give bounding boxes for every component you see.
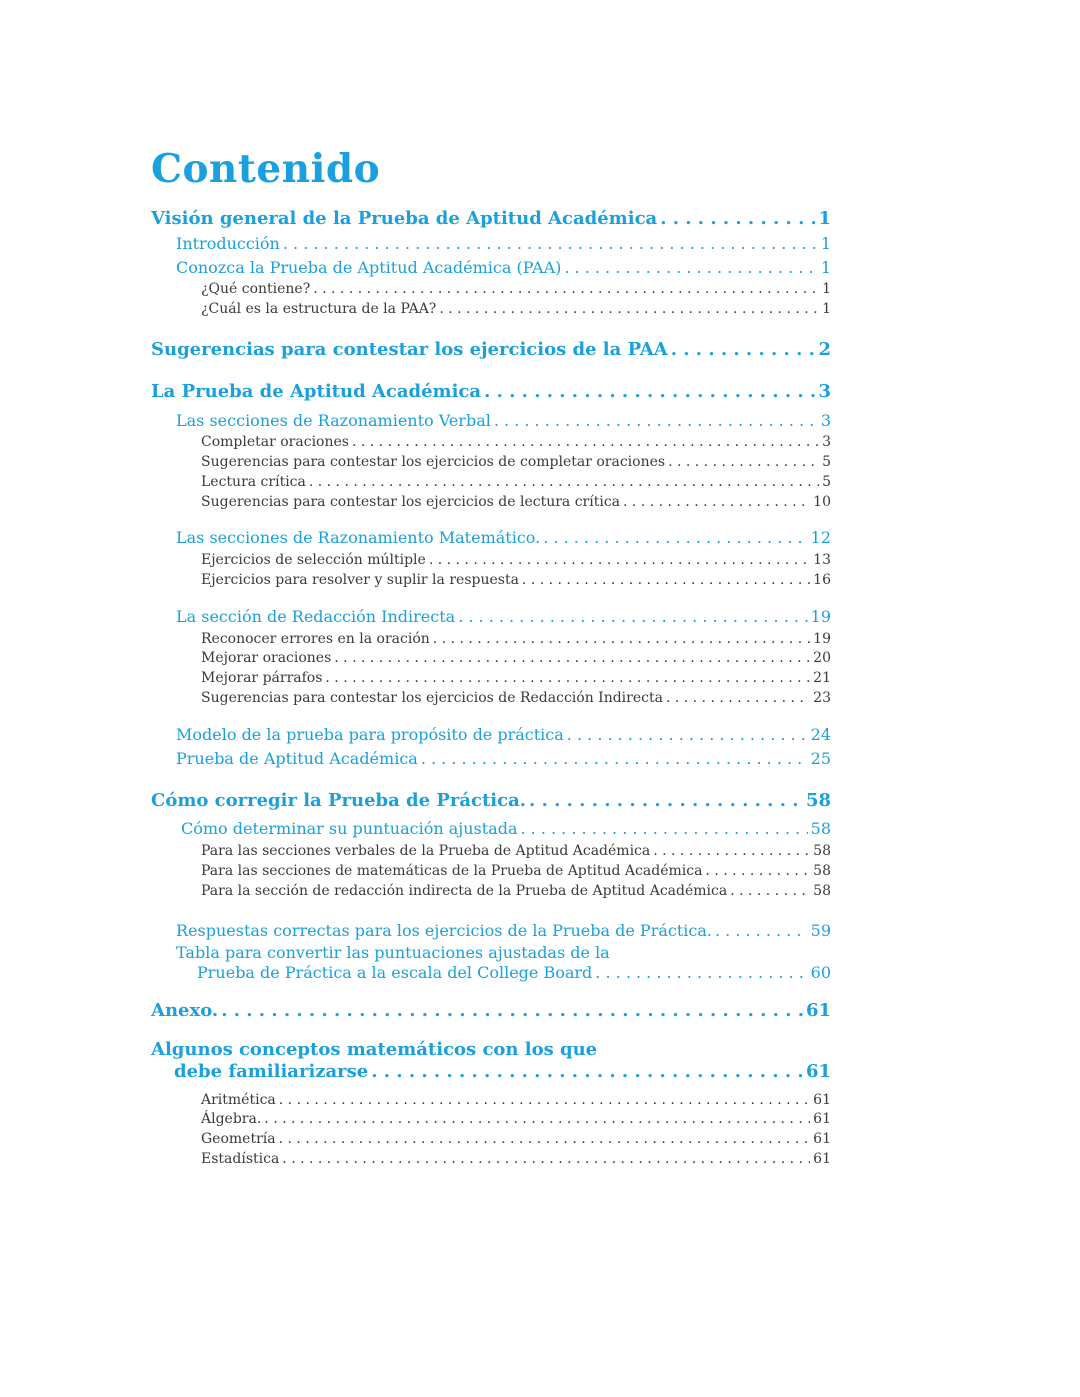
toc-page-number: 60: [810, 962, 831, 982]
toc-entry-label: Prueba de Aptitud Académica: [176, 749, 418, 769]
toc-page-number: 19: [813, 630, 831, 647]
toc-entry-label-line1: Tabla para convertir las puntuaciones ajustadas de la: [176, 942, 610, 962]
toc-page-number: 58: [813, 882, 831, 899]
toc-entry-label: Modelo de la prueba para propósito de práctica: [176, 725, 564, 745]
toc-entry-label: Las secciones de Razonamiento Matemático.: [176, 528, 541, 548]
toc-entry-label: Prueba de Práctica a la escala del College Board: [197, 962, 593, 982]
toc-entry: [151, 208, 831, 230]
toc-page-number: 61: [805, 999, 831, 1021]
toc-entry-label: Para las secciones verbales de la Prueba de Aptitud Académica: [201, 843, 651, 860]
toc-entry: [151, 493, 831, 513]
toc-entry-label: Respuestas correctas para los ejercicios de la Prueba de Práctica.: [176, 920, 712, 940]
toc-page-number: 10: [813, 493, 831, 510]
toc-entry: [151, 300, 831, 320]
toc-entry: [151, 551, 831, 571]
toc-entry: [151, 630, 831, 650]
toc-page-number: 58: [813, 843, 831, 860]
toc-entry-label: Cómo corregir la Prueba de Práctica.: [151, 790, 527, 812]
toc-entry-label: Sugerencias para contestar los ejercicios de la PAA: [151, 339, 668, 361]
toc-entry: [151, 232, 831, 256]
toc-page-number: 5: [822, 454, 831, 471]
toc-page-number: 2: [818, 339, 831, 361]
toc-page-number: 59: [810, 920, 831, 940]
toc-page-number: 5: [822, 473, 831, 490]
toc-page-number: 12: [810, 528, 831, 548]
toc-page-number: 58: [813, 863, 831, 880]
toc-entry: [151, 723, 831, 747]
toc-page-number: 20: [813, 650, 831, 667]
toc-entry: [151, 1150, 831, 1170]
toc-entry-label: Mejorar párrafos: [201, 670, 323, 687]
toc-page-number: 3: [820, 411, 831, 431]
toc-page-number: 3: [818, 381, 831, 403]
toc-entry: [151, 409, 831, 433]
toc-entry: [151, 1130, 831, 1150]
toc-entry: [151, 790, 831, 812]
toc-entry-label: Sugerencias para contestar los ejercicios de Redacción Indirecta: [201, 689, 663, 706]
toc-entry-label: Completar oraciones: [201, 434, 349, 451]
toc-entry-label: Visión general de la Prueba de Aptitud Académica: [151, 208, 658, 229]
toc-entry: [151, 339, 831, 361]
toc-entry: [151, 919, 831, 943]
toc-page-number: 1: [818, 208, 831, 229]
toc-entry: [151, 1110, 831, 1130]
toc-entry-label: Sugerencias para contestar los ejercicios de completar oraciones: [201, 454, 666, 471]
toc-entry: [151, 381, 831, 403]
toc-entry: [151, 526, 831, 550]
toc-entry-label: Reconocer errores en la oración: [201, 630, 430, 647]
toc-entry: [151, 689, 831, 709]
toc-page-number: 1: [822, 300, 831, 317]
toc-page-number: 61: [813, 1150, 831, 1167]
toc-entry-label: Lectura crítica: [201, 473, 306, 490]
toc-entry: [151, 1039, 831, 1083]
toc-page-number: 25: [810, 749, 831, 769]
toc-page-number: 58: [805, 790, 831, 812]
toc-entry: [151, 649, 831, 669]
toc-entry: [151, 882, 831, 902]
toc-entry: [151, 605, 831, 629]
toc-entry: [151, 433, 831, 453]
toc-entry: [151, 669, 831, 689]
toc-entry-label: ¿Qué contiene?: [201, 281, 311, 297]
toc-entry: [151, 571, 831, 591]
toc-page-number: 61: [813, 1111, 831, 1128]
toc-entry-label: La sección de Redacción Indirecta: [176, 606, 456, 626]
toc-entry: [151, 862, 831, 882]
toc-entry: [151, 747, 831, 771]
toc-page-number: 13: [813, 552, 831, 569]
toc-page-number: 3: [822, 434, 831, 451]
toc-entry-label: Ejercicios de selección múltiple: [201, 552, 426, 569]
toc-page-number: 1: [822, 281, 831, 297]
toc-page-number: 24: [810, 725, 831, 745]
table-of-contents: [151, 146, 831, 1169]
toc-entry-label: Anexo.: [151, 999, 219, 1021]
toc-page-number: 1: [820, 234, 831, 253]
toc-page-number: 21: [813, 670, 831, 687]
toc-entry-label: Cómo determinar su puntuación ajustada: [181, 819, 518, 839]
toc-entry-label: Aritmética: [201, 1091, 276, 1108]
toc-entry: [151, 453, 831, 473]
toc-entry-label: La Prueba de Aptitud Académica: [151, 381, 482, 403]
toc-entry: [151, 280, 831, 300]
toc-entry-label: Sugerencias para contestar los ejercicios de lectura crítica: [201, 493, 621, 510]
toc-entry-label: debe familiarizarse: [174, 1060, 369, 1082]
toc-entry-label: Para la sección de redacción indirecta de la Prueba de Aptitud Académica: [201, 882, 728, 899]
toc-entry-label: Introducción: [176, 234, 280, 253]
toc-page-number: 1: [820, 258, 831, 277]
toc-entry-label-line1: Algunos conceptos matemáticos con los que: [151, 1038, 598, 1060]
toc-entry-label: Las secciones de Razonamiento Verbal: [176, 411, 491, 431]
toc-entry: [151, 817, 831, 841]
toc-entry-label: Conozca la Prueba de Aptitud Académica (PAA): [176, 258, 562, 277]
toc-entry: [151, 842, 831, 862]
toc-entry-label: Mejorar oraciones: [201, 650, 332, 667]
toc-entry-label: Estadística: [201, 1150, 280, 1167]
toc-page-number: 58: [810, 819, 831, 839]
toc-entry: [151, 256, 831, 280]
toc-page-number: 61: [805, 1060, 831, 1082]
toc-page-number: 61: [813, 1091, 831, 1108]
toc-page-number: 23: [813, 689, 831, 706]
toc-entry-label: ¿Cuál es la estructura de la PAA?: [201, 300, 437, 317]
toc-page-number: 19: [810, 606, 831, 626]
toc-entry: [151, 473, 831, 493]
toc-entry: [151, 1091, 831, 1111]
toc-entry-label: Geometría: [201, 1130, 276, 1147]
toc-page-number: 61: [813, 1130, 831, 1147]
toc-entry-label: Álgebra.: [201, 1111, 262, 1128]
page-title: Contenido: [151, 146, 381, 192]
toc-entry: [151, 943, 831, 983]
toc-page-number: 16: [813, 571, 831, 588]
toc-entry-label: Para las secciones de matemáticas de la Prueba de Aptitud Académica: [201, 863, 703, 880]
toc-entry: [151, 1000, 831, 1022]
toc-entry-label: Ejercicios para resolver y suplir la respuesta: [201, 571, 519, 588]
